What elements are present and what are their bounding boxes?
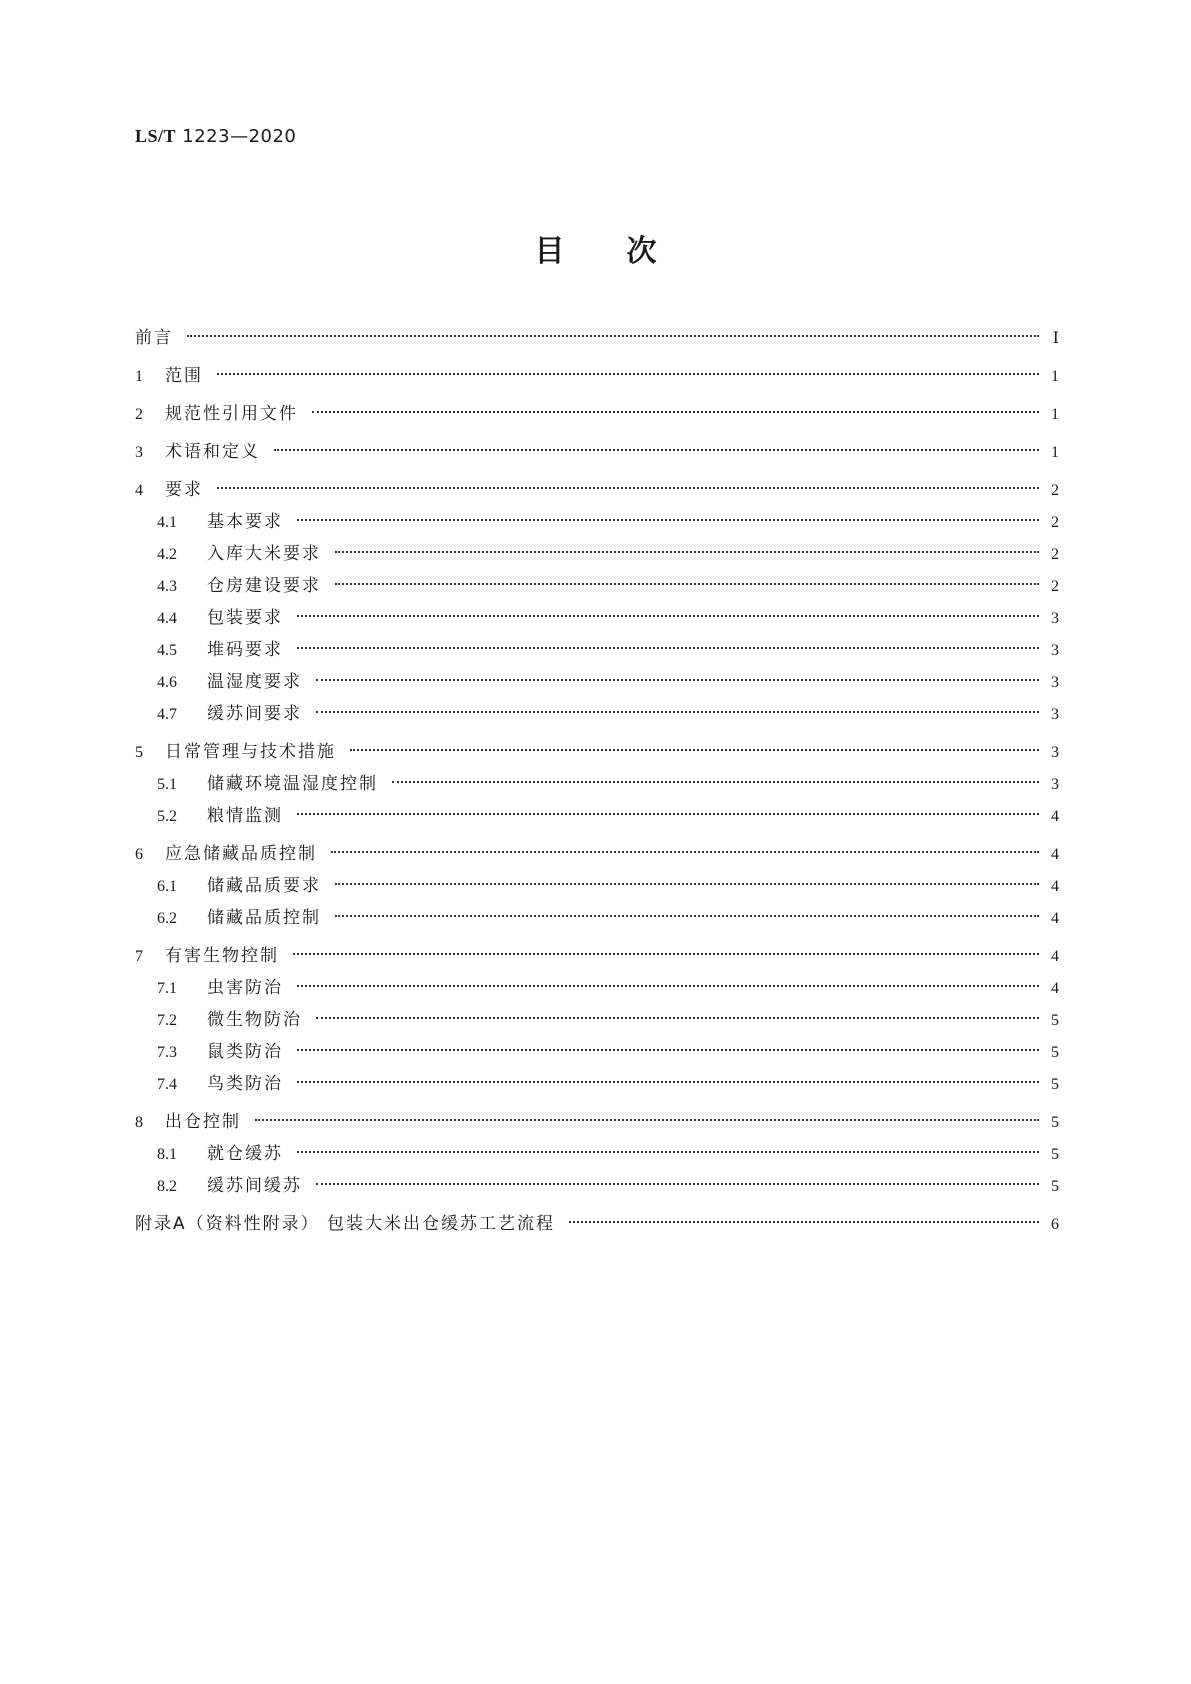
toc-entry[interactable]: [135, 870, 1059, 902]
toc-entry-number: 6.2: [157, 910, 177, 927]
toc-entry[interactable]: [135, 474, 1059, 506]
toc-entry-page: 2: [1051, 546, 1059, 563]
toc-entry-page: 4: [1051, 846, 1059, 863]
toc-entry[interactable]: [135, 602, 1059, 634]
toc-entry-page: 1: [1051, 444, 1059, 461]
toc-entry-page: 5: [1051, 1044, 1059, 1061]
toc-leader-dots: [335, 883, 1039, 885]
toc-entry[interactable]: [135, 1068, 1059, 1100]
toc-entry-page: 5: [1051, 1146, 1059, 1163]
toc-entry[interactable]: [135, 698, 1059, 730]
toc-entry-title: 堆码要求: [207, 640, 283, 660]
toc-entry[interactable]: [135, 506, 1059, 538]
toc-entry-page: 3: [1051, 776, 1059, 793]
toc-entry-page: 3: [1051, 744, 1059, 761]
toc-entry-number: 6.1: [157, 878, 177, 895]
toc-entry[interactable]: [135, 322, 1059, 354]
toc-entry-number: 5.1: [157, 776, 177, 793]
toc-entry-number: 4: [135, 482, 143, 499]
toc-entry-number: 4.6: [157, 674, 177, 691]
toc-entry-page: 6: [1051, 1216, 1059, 1233]
toc-leader-dots: [335, 551, 1039, 553]
toc-leader-dots: [569, 1221, 1039, 1223]
toc-leader-dots: [312, 411, 1039, 413]
toc-leader-dots: [392, 781, 1039, 783]
toc-entry-number: 4.7: [157, 706, 177, 723]
toc-entry-title: 微生物防治: [207, 1010, 302, 1030]
toc-leader-dots: [274, 449, 1039, 451]
toc-entry-page: 1: [1051, 406, 1059, 423]
toc-leader-dots: [297, 647, 1039, 649]
toc-entry[interactable]: [135, 666, 1059, 698]
toc-entry[interactable]: [135, 972, 1059, 1004]
toc-leader-dots: [316, 1017, 1039, 1019]
toc-entry-number: 1: [135, 368, 143, 385]
toc-entry-number: 4.5: [157, 642, 177, 659]
toc-entry-number: 8.2: [157, 1178, 177, 1195]
toc-entry-number: 5.2: [157, 808, 177, 825]
toc-entry-page: 3: [1051, 610, 1059, 627]
toc-entry-page: 5: [1051, 1076, 1059, 1093]
toc-entry[interactable]: [135, 940, 1059, 972]
toc-entry-title: 范围: [165, 366, 203, 386]
toc-entry[interactable]: [135, 1208, 1059, 1240]
standard-code: [135, 126, 296, 147]
toc-entry[interactable]: [135, 634, 1059, 666]
toc-entry-page: 2: [1051, 482, 1059, 499]
toc-entry-page: 4: [1051, 980, 1059, 997]
toc-leader-dots: [187, 335, 1039, 337]
toc-leader-dots: [297, 985, 1039, 987]
toc-entry-title: 仓房建设要求: [207, 576, 321, 596]
toc-entry-title: 出仓控制: [165, 1112, 241, 1132]
toc-entry-title: 储藏环境温湿度控制: [207, 774, 378, 794]
toc-entry-page: Ⅰ: [1052, 330, 1059, 347]
toc-entry-title: 鼠类防治: [207, 1042, 283, 1062]
toc-entry-number: 3: [135, 444, 143, 461]
toc-entry-title: 鸟类防治: [207, 1074, 283, 1094]
toc-entry-page: 2: [1051, 578, 1059, 595]
toc-entry-number: 7: [135, 948, 143, 965]
toc-entry-number: 4.2: [157, 546, 177, 563]
toc-leader-dots: [297, 615, 1039, 617]
toc-entry-page: 3: [1051, 706, 1059, 723]
toc-entry[interactable]: [135, 1106, 1059, 1138]
toc-entry-title: 储藏品质要求: [207, 876, 321, 896]
toc-leader-dots: [255, 1119, 1039, 1121]
toc-leader-dots: [297, 1081, 1039, 1083]
toc-entry-page: 3: [1051, 674, 1059, 691]
toc-entry-title: 粮情监测: [207, 806, 283, 826]
toc-entry-title: 温湿度要求: [207, 672, 302, 692]
toc-entry-title: 术语和定义: [165, 442, 260, 462]
toc-entry-number: 8.1: [157, 1146, 177, 1163]
toc-leader-dots: [217, 487, 1039, 489]
toc-entry-title: 虫害防治: [207, 978, 283, 998]
toc-entry-title: 基本要求: [207, 512, 283, 532]
toc-entry-number: 2: [135, 406, 143, 423]
toc-entry-title: 缓苏间要求: [207, 704, 302, 724]
toc-leader-dots: [335, 583, 1039, 585]
toc-entry-number: 7.2: [157, 1012, 177, 1029]
toc-leader-dots: [316, 679, 1039, 681]
toc-entry-page: 2: [1051, 514, 1059, 531]
toc-entry-number: 7.4: [157, 1076, 177, 1093]
toc-entry[interactable]: [135, 838, 1059, 870]
toc-entry-number: 5: [135, 744, 143, 761]
toc-entry[interactable]: [135, 538, 1059, 570]
toc-entry-title: 要求: [165, 480, 203, 500]
toc-entry-number: 7.3: [157, 1044, 177, 1061]
toc-leader-dots: [297, 1049, 1039, 1051]
toc-entry-title: 日常管理与技术措施: [165, 742, 336, 762]
standard-number: 1223—2020: [182, 126, 297, 147]
toc-entry-page: 3: [1051, 642, 1059, 659]
toc-leader-dots: [331, 851, 1039, 853]
toc-entry-title: 有害生物控制: [165, 946, 279, 966]
toc-entry-title: 就仓缓苏: [207, 1144, 283, 1164]
toc-entry-page: 4: [1051, 948, 1059, 965]
toc-entry-page: 4: [1051, 878, 1059, 895]
standard-prefix: LS/T: [135, 126, 177, 146]
toc-entry-number: 8: [135, 1114, 143, 1131]
toc-leader-dots: [316, 711, 1039, 713]
toc-entry-page: 5: [1051, 1012, 1059, 1029]
toc-entry-title: 规范性引用文件: [165, 404, 298, 424]
toc-entry-page: 4: [1051, 910, 1059, 927]
toc-entry[interactable]: [135, 1138, 1059, 1170]
toc-entry[interactable]: [135, 436, 1059, 468]
toc-leader-dots: [217, 373, 1039, 375]
toc-entry[interactable]: [135, 736, 1059, 768]
toc-entry[interactable]: [135, 1004, 1059, 1036]
page-title: 目次: [534, 234, 719, 269]
toc-leader-dots: [350, 749, 1039, 751]
table-of-contents: [135, 322, 1059, 1240]
toc-entry-title: 入库大米要求: [207, 544, 321, 564]
toc-leader-dots: [316, 1183, 1039, 1185]
toc-entry[interactable]: [135, 570, 1059, 602]
toc-entry[interactable]: [135, 768, 1059, 800]
toc-entry-title: 包装要求: [207, 608, 283, 628]
toc-leader-dots: [297, 1151, 1039, 1153]
toc-entry-title: 储藏品质控制: [207, 908, 321, 928]
toc-leader-dots: [297, 519, 1039, 521]
toc-entry-title: 缓苏间缓苏: [207, 1176, 302, 1196]
toc-entry-number: 4.4: [157, 610, 177, 627]
toc-leader-dots: [335, 915, 1039, 917]
toc-entry-title: 应急储藏品质控制: [165, 844, 317, 864]
toc-entry-number: 7.1: [157, 980, 177, 997]
toc-entry-number: 4.3: [157, 578, 177, 595]
toc-entry-title: 前言: [135, 328, 173, 348]
toc-entry[interactable]: [135, 1170, 1059, 1202]
toc-entry-page: 4: [1051, 808, 1059, 825]
toc-entry-page: 5: [1051, 1114, 1059, 1131]
toc-leader-dots: [297, 813, 1039, 815]
toc-leader-dots: [293, 953, 1039, 955]
toc-entry[interactable]: [135, 1036, 1059, 1068]
toc-entry[interactable]: [135, 398, 1059, 430]
toc-entry[interactable]: [135, 360, 1059, 392]
toc-entry-title: 附录A（资料性附录） 包装大米出仓缓苏工艺流程: [135, 1214, 556, 1234]
toc-entry-page: 1: [1051, 368, 1059, 385]
toc-entry-number: 4.1: [157, 514, 177, 531]
toc-entry-number: 6: [135, 846, 143, 863]
toc-entry-page: 5: [1051, 1178, 1059, 1195]
toc-entry[interactable]: [135, 902, 1059, 934]
toc-entry[interactable]: [135, 800, 1059, 832]
